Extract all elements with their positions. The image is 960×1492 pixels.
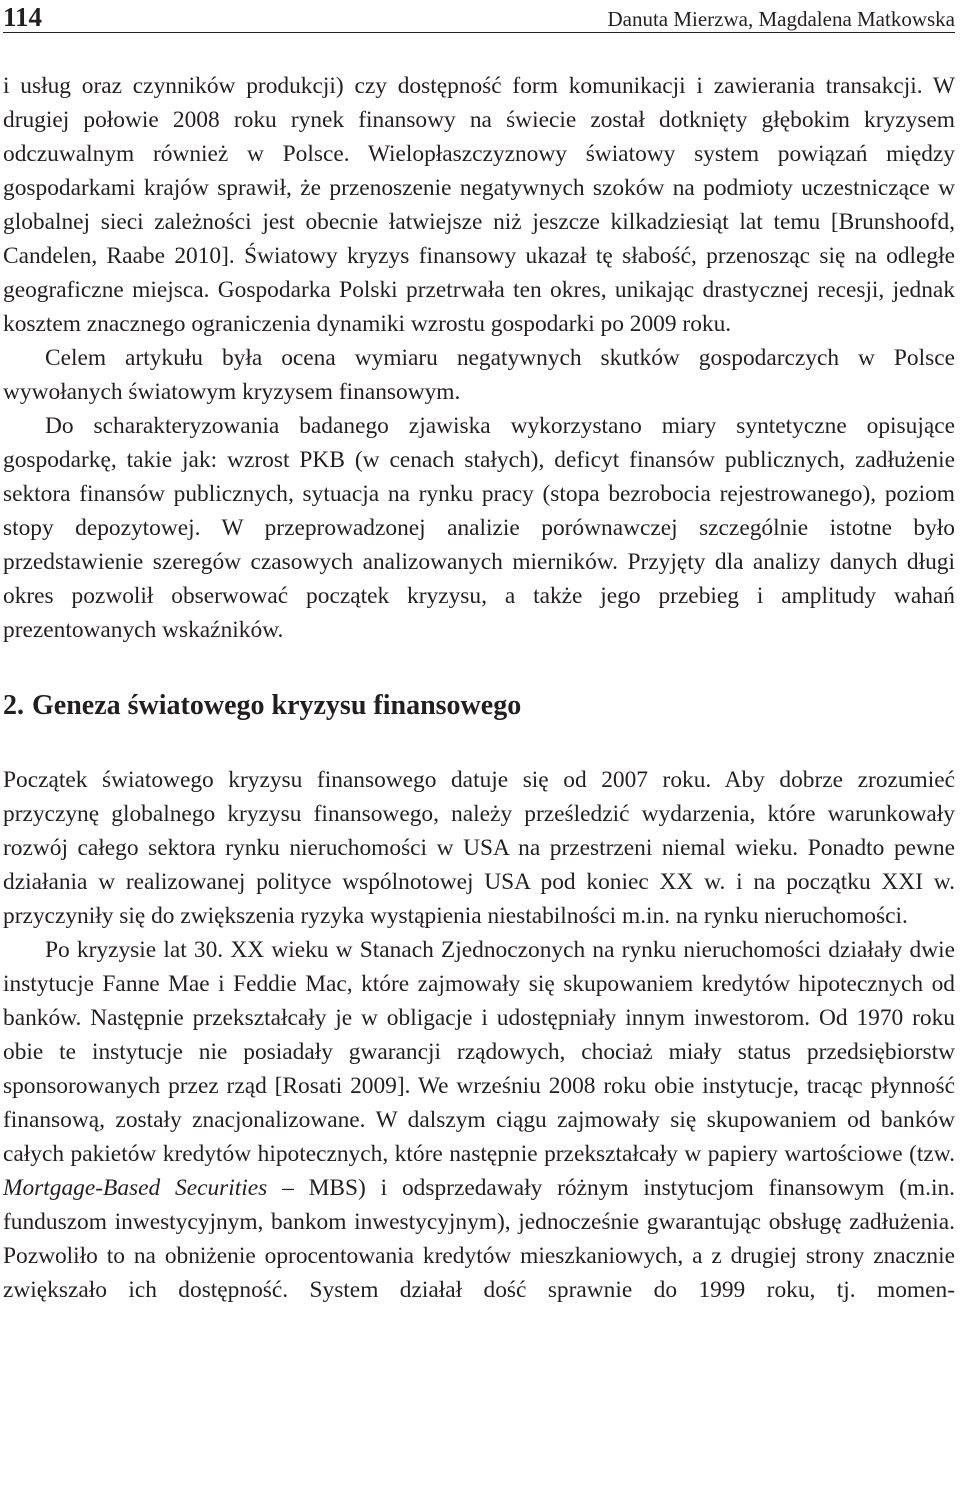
italic-term: Mortgage-Based Securities xyxy=(3,1175,268,1201)
section-paragraph-2 xyxy=(3,933,955,1307)
section-heading xyxy=(3,689,955,723)
paragraph-2-text-b: – MBS) i odsprzedawały różnym instytucjom finansowym (m.in. funduszom inwestycyjnym, bankom inwestycyjnym), jednocześnie gwarantując obsługę zadłużenia. Pozwoliło to na obniżenie oprocentowania kredytów mieszkaniowych, a z drugiej strony znacznie zwiększało ich dostępność. System działał dość sprawnie do 1999 roku, tj. momen- xyxy=(3,1175,955,1303)
intro-text xyxy=(3,69,955,647)
running-header xyxy=(3,0,955,33)
section-title: Geneza światowego kryzysu finansowego xyxy=(32,690,522,721)
intro-paragraph-2: Celem artykułu była ocena wymiaru negatywnych skutków gospodarczych w Polsce wywołanych światowym kryzysem finansowym. xyxy=(3,345,955,405)
document-page xyxy=(3,0,955,1307)
paragraph-2-text-a: Po kryzysie lat 30. XX wieku w Stanach Zjednoczonych na rynku nieruchomości działały dwie instytucje Fanne Mae i Feddie Mac, które zajmowały się skupowaniem kredytów hipotecznych od banków. Następnie przekształcały je w obligacje i udostępniały innym inwestorom. Od 1970 roku obie te instytucje nie posiadały gwarancji rządowych, chociaż miały status przedsiębiorstw sponsorowanych przez rząd [Rosati 2009]. We wrześniu 2008 roku obie instytucje, tracąc płynność finansową, zostały znacjonalizowane. W dalszym ciągu zajmowały się skupowaniem od banków całych pakietów kredytów hipotecznych, które następnie przekształcały w papiery wartościowe (tzw. xyxy=(3,937,955,1167)
section-number: 2. xyxy=(3,690,24,721)
section-paragraph-1: Początek światowego kryzysu finansowego datuje się od 2007 roku. Aby dobrze zrozumieć przyczynę globalnego kryzysu finansowego, należy prześledzić wydarzenia, które warunkowały rozwój całego sektora rynku nieruchomości w USA na przestrzeni niemal wieku. Ponadto pewne działania w realizowanej polityce wspólnotowej USA pod koniec XX w. i na początku XXI w. przyczyniły się do zwiększenia ryzyka wystąpienia niestabilności m.in. na rynku nieruchomości. xyxy=(3,767,955,929)
section-text xyxy=(3,763,955,1307)
header-authors: Danuta Mierzwa, Magdalena Matkowska xyxy=(607,7,955,31)
intro-paragraph-1: i usług oraz czynników produkcji) czy dostępność form komunikacji i zawierania transakcji. W drugiej połowie 2008 roku rynek finansowy na świecie został dotknięty głębokim kryzysem odczuwalnym również w Polsce. Wielopłaszczyznowy światowy system powiązań między gospodarkami krajów sprawił, że przenoszenie negatywnych szoków na podmioty uczestniczące w globalnej sieci zależności jest obecnie łatwiejsze niż jeszcze kilkadziesiąt lat temu [Brunshoofd, Candelen, Raabe 2010]. Światowy kryzys finansowy ukazał tę słabość, przenosząc się na odległe geograficzne miejsca. Gospodarka Polski przetrwała ten okres, unikając drastycznej recesji, jednak kosztem znacznego ograniczenia dynamiki wzrostu gospodarki po 2009 roku. xyxy=(3,73,955,337)
page-number: 114 xyxy=(3,2,43,32)
intro-paragraph-3: Do scharakteryzowania badanego zjawiska wykorzystano miary syntetyczne opisujące gospodarkę, takie jak: wzrost PKB (w cenach stałych), deficyt finansów publicznych, zadłużenie sektora finansów publicznych, sytuacja na rynku pracy (stopa bezrobocia rejestrowanego), poziom stopy depozytowej. W przeprowadzonej analizie porównawczej szczególnie istotne było przedstawienie szeregów czasowych analizowanych mierników. Przyjęty dla analizy danych długi okres pozwolił obserwować początek kryzysu, a także jego przebieg i amplitudy wahań prezentowanych wskaźników. xyxy=(3,413,955,643)
